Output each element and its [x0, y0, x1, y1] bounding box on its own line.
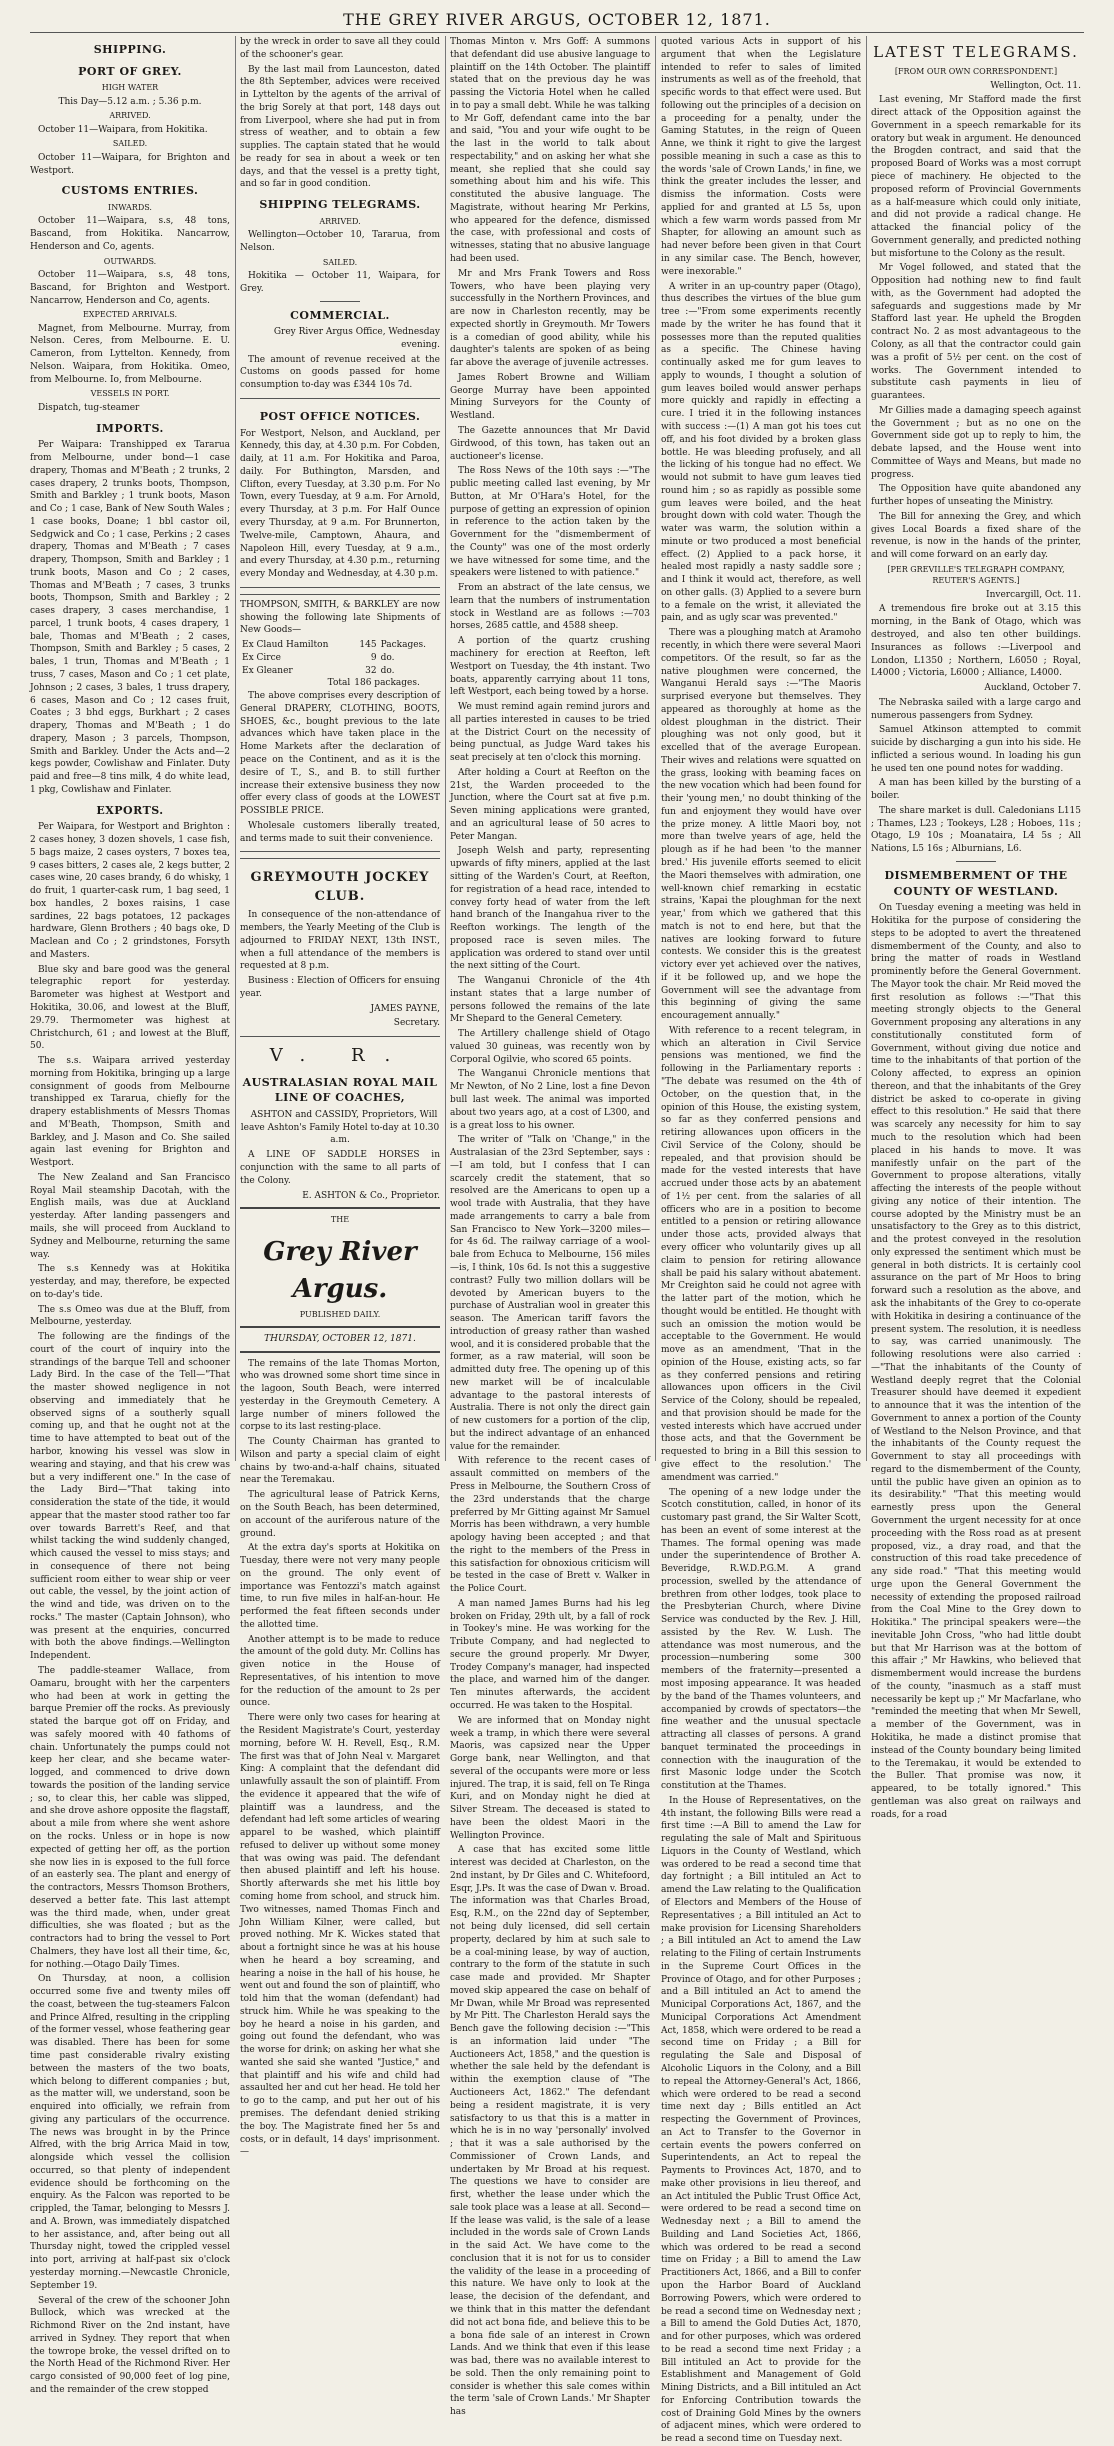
text: The Opposition have quite abandoned any further hopes of unseating the Ministry.: [871, 484, 1081, 508]
label: ARRIVED.: [319, 216, 361, 226]
ship-name: Ex Circe: [242, 652, 281, 663]
label: OUTWARDS.: [103, 256, 157, 266]
text: The opening of a new lodge under the Scotch constitution, called, in honor of its customary past grand, the Sir Walter Scott, has been an event of some interest at the Thames. The formal opening was made under the superintendence of Brother A. Beveridge, R.W.D.P.G.M. A grand procession, swelled by the attendance of brethren from other lodges, took place to the Presbyterian Church, where Divine Service was conducted by the Rev. J. Hill, assisted by the Rev. W. Lush. The attendance was most numerous, and the procession—numbering some 300 members of the fraternity—presented a most imposing appearance. It was headed by the band of the Thames volunteers, and accompanied by crowds of spectators—the fine weather and the unusual spectacle attracting all classes of persons. A grand banquet terminated the proceedings in connection with the inauguration of the first Masonic lodge under the Scotch constitution at the Thames.: [661, 1487, 861, 1792]
text: Grey River Argus Office, Wednesday evening.: [273, 327, 440, 350]
package-count: 145: [359, 640, 377, 651]
text: At the extra day's sports at Hokitika on Tuesday, there were not very many people on the ground. The only event of importance was Fentozzi's match against time, to run five miles in half-an-hour. He performed the feat fifteen seconds under the allotted time.: [240, 1543, 440, 1630]
dateline: Invercargill, Oct. 11.: [986, 589, 1081, 600]
column-2: [240, 36, 441, 2158]
masthead-title: THE GREY RIVER ARGUS, OCTOBER 12, 1871.: [343, 10, 771, 29]
text: After holding a Court at Reefton on the 21st, the Warden proceeded to the Junction, where the Court sat at five p.m. Seven mining applications were granted, and an agricultural lease of 50 acres to Peter Mangan.: [450, 767, 650, 842]
text: Several of the crew of the schooner John Bullock, which was wrecked at the Richmond River on the 2nd instant, have arrived in Sydney. They report that when the towrope broke, the vessel drifted on to the North Head of the Richmond River. Her cargo consisted of 90,000 feet of log pine, and the remainder of the crew stopped: [30, 2295, 230, 2395]
text: The paddle-steamer Wallace, from Oamaru, brought with her the carpenters who had been at work in getting the barque Premier off the rocks. As previously stated the barque got off on Friday, and was safely moored with 40 fathoms of chain. Unfortunately the pumps could not keep her clear, and she became water-logged, and commenced to drive down towards the position of the landing service ; so, to clear this, her cable was slipped, and she drove ashore opposite the flagstaff, about a mile from where she went ashore on the rocks. Unless or in hope is now expected of getting her off, as the portion she now lies in is exposed to the full force of an easterly sea. The plant and energy of the contractors, Messrs Thomson Brothers, deserved a better fate. This last attempt was the third made, when, under great difficulties, she was floated ; but as the contractors had to bring the vessel to Port Chalmers, they have lost all their time, &c, for nothing.—Otago Daily Times.: [30, 1666, 230, 1970]
text: PUBLISHED DAILY.: [299, 1310, 381, 1320]
text: October 11—Waipara, from Hokitika.: [38, 124, 208, 135]
text: In consequence of the non-attendance of members, the Yearly Meeting of the Club is adjourned to FRIDAY NEXT, 13th INST., when a full attendance of the members is requested at 8 p.m.: [240, 910, 440, 972]
text: Thomas Minton v. Mrs Goff: A summons that defendant did use abusive language to plaintiff on the 14th October. The plaintiff stated that on the previous day he was passing the Victoria Hotel when he called in to pay a small debt. While he was talking to Mr Goff, defendant came into the bar and said, "You and your wife ought to be the last in the world to talk about respectability," and on asking her what she meant, she replied that she could say something about him and his wife. This constituted the abusive language. The Magistrate, without hearing Mr Perkins, who appeared for the defence, dismissed the case, with professional and costs of witnesses, stating that no abusive language had been used.: [450, 37, 650, 265]
post-office-notices: [240, 398, 440, 588]
advert-heading: GREYMOUTH JOCKEY CLUB.: [250, 870, 430, 904]
label: ARRIVED.: [109, 111, 151, 121]
text: By the last mail from Launceston, dated the 8th September, advices were received in Lyttelton by the agents of the arrival of the brig Sorely at that port, 148 days out from Liverpool, where she had put in from stress of weather, and to obtain a few supplies. The captain stated that he would be ready for sea in about a week or ten days, and that the vessel is a pretty tight, and so far in good condition.: [240, 64, 440, 190]
advert-heading: AUSTRALASIAN ROYAL MAIL LINE OF COACHES,: [242, 1075, 438, 1105]
text: The s.s. Waipara arrived yesterday morning from Hokitika, bringing up a large consignment of goods from Melbourne transhipped ex Tararua, chiefly for the drapery establishments of Messrs Thomas and M'Beath, Thompson, Smith and Barkley, and J. Mason and Co. She sailed again last evening for Brighton and Westport.: [30, 1056, 230, 1169]
section-heading: SHIPPING TELEGRAMS.: [259, 198, 421, 212]
section-heading: DISMEMBERMENT OF THE COUNTY OF WESTLAND.: [884, 869, 1068, 898]
crown-monogram: V. R.: [269, 1045, 411, 1067]
column-3: [450, 36, 650, 2418]
text: The share market is dull. Caledonians L115 ; Thames, L23 ; Tookeys, L28 ; Hoboes, 11s ; Otago, L9 10s ; Moanataira, L4 5s ; All Nations, L5 16s ; Alburnians, L6.: [871, 805, 1081, 855]
section-heading: POST OFFICE NOTICES.: [259, 410, 421, 424]
text: The writer of "Talk on 'Change," in the Australasian of the 23rd September, says :—I am told, but I confess that I can scarcely credit the statement, that so resolved are the Americans to open up a wool trade with Australia, that they have made arrangements to carry a bale from San Francisco to New York—3200 miles—for 4s 6d. The railway carriage of a wool-bale from Echuca to Melbourne, 156 miles—is, I think, 10s 6d. Is not this a suggestive contrast? Fully two million dollars will be devoted by American buyers to the purchase of Australian wool in greater this season. The American tariff favors the introduction of greasy rather than washed wool, and it is considered probable that the former, as a raw material, will soon be admitted duty free. The opening up of this new market will be of incalculable advantage to the pastoral interests of Australia. There is not only the direct gain of new customers for a portion of the clip, but the indirect advantage of an enhanced value for the remainder.: [450, 1135, 650, 1452]
text: Wholesale customers liberally treated, and terms made to suit their convenience.: [240, 820, 440, 844]
label: SAILED.: [112, 139, 148, 149]
text: Samuel Atkinson attempted to commit suicide by discharging a gun into his side. He inflicted a serious wound. In loading his gun he used ten one pound notes for wadding.: [871, 725, 1081, 774]
total-value: 186 packages.: [354, 678, 420, 689]
ship-name: Ex Claud Hamilton: [242, 640, 329, 651]
text: A man has been killed by the bursting of a boiler.: [871, 778, 1081, 802]
text: Mr Gillies made a damaging speech against the Government ; but as no one on the Government side got up to reply to him, the debate lapsed, and the House went into Committee of Ways and Means, but made no progress.: [871, 405, 1081, 480]
text: The Wanganui Chronicle of the 4th instant states that a large number of persons followed the remains of the late Mr Shepard to the General Cemetery.: [450, 976, 650, 1025]
goods-row: [240, 639, 440, 652]
label: [PER GREVILLE'S TELEGRAPH COMPANY, REUTER'S AGENTS.]: [887, 564, 1065, 586]
text: We are informed that on Monday night week a tramp, in which there were several Maoris, was capsized near the Upper Gorge bank, near Wellington, and that several of the occupants were more or less injured. The trap, it is said, fell on Te Ringa Kuri, and on Monday night he died at Silver Stream. The deceased is stated to have been the oldest Maori in the Wellington Province.: [450, 1715, 650, 1841]
column-4: [661, 36, 861, 2445]
text: Per Waipara, for Westport and Brighton : 2 cases honey, 3 dozen shovels, 1 case fish, 5 bags maize, 2 cases oysters, 7 boxes tea, 9 cases bitters, 2 cases ale, 2 kegs butter, 2 cases wine, 20 cases brandy, 6 do whisky, 1 do fruit, 1 quarter-cask rum, 1 bag seed, 1 box handles, 2 boxes raisins, 1 case sardines, 22 bags potatoes, 12 packages hardware, Glenn Brothers ; 40 bags oke, D Maclean and Co ; 2 grindstones, Forsyth and Masters.: [30, 822, 230, 960]
text: The s.s Omeo was due at the Bluff, from Melbourne, yesterday.: [30, 1304, 230, 1328]
text: The following are the findings of the court of the court of inquiry into the strandings of the barque Tell and schooner Lady Bird. In the case of the Tell—"That the master showed negligence in not observing and immediately that he observed signs of a southerly squall coming up, and that he ought not at the time to have attempted to beat out of the harbor, knowing his vessel was slow in wearing and staying, and that his crew was but a very indifferent one." In the case of the Lady Bird—"That taking into consideration the state of the tide, it would appear that the master stood rather too far over towards Barrett's Reef, and that whilst tacking the wind suddenly changed, which caused the vessel to miss stays; and in consequence of there not being sufficient room either to wear ship or veer out cable, the vessel, by the joint action of the wind and tide, was driven on to the rocks." The master (Captain Johnson), who was present at the enquiries, concurred with both the above findings.—Wellington Independent.: [30, 1332, 230, 1662]
text: Dispatch, tug-steamer: [38, 402, 140, 413]
text: Magnet, from Melbourne. Murray, from Nelson. Ceres, from Melbourne. E. U. Cameron, from Lyttelton. Kennedy, from Nelson. Waipara, from Hokitika. Omeo, from Melbourne. Io, from Melbourne.: [30, 323, 230, 385]
text: A portion of the quartz crushing machinery for erection at Reefton, left Westport on Tuesday, the 4th instant. Two boats, apparently carrying about 11 tons, left Westport, each being towed by a horse.: [450, 636, 650, 698]
text: The New Zealand and San Francisco Royal Mail steamship Dacotah, with the English mails, was due at Auckland yesterday. After landing passengers and mails, she will proceed from Auckland to Sydney and Melbourne, returning the same way.: [30, 1172, 230, 1260]
text: We must remind again remind jurors and all parties interested in causes to be tried at the District Court on the necessity of being punctual, as Judge Ward takes his seat precisely at ten o'clock this morning.: [450, 702, 650, 764]
text: Secretary.: [393, 1018, 440, 1029]
text: Wellington—October 10, Tararua, from Nelson.: [240, 230, 440, 253]
text: E. ASHTON & Co., Proprietor.: [302, 1190, 440, 1201]
text: Joseph Welsh and party, representing upwards of fifty miners, applied at the last sitting of the Warden's Court, at Reefton, for registration of a head race, intended to convey forty head of water from the left hand branch of the Inangahua river to the Reefton workings. The length of the proposed race is seven miles. The application was ordered to stand over until the next sitting of the Court.: [450, 846, 650, 972]
section-heading: COMMERCIAL.: [290, 308, 390, 322]
text: Hokitika — October 11, Waipara, for Grey.: [240, 271, 440, 294]
text: ASHTON and CASSIDY, Proprietors, Will leave Ashton's Family Hotel to-day at 10.30 a.m.: [240, 1109, 440, 1146]
advert-thompson-smith-barkley: [240, 594, 440, 853]
goods-table: [240, 639, 440, 690]
text: October 11—Waipara, s.s, 48 tons, Bascand, for Brighton and Westport. Nancarrow, Henderson and Co, agents.: [30, 269, 230, 306]
text: The amount of revenue received at the Customs on goods passed for home consumption to-day was £344 10s 7d.: [240, 354, 440, 391]
text: THOMPSON, SMITH, & BARKLEY are now showing the following late Shipments of New Goods—: [240, 599, 440, 636]
text: quoted various Acts in support of his argument that when the Legislature intended to refer to sales of limited instruments as well as of the freehold, that specific words to that effect were used. But following out the principles of a decision on a proceeding for a penalty, under the Gaming Statutes, in the reign of Queen Anne, we think it right to give the largest possible meaning in such a case as this to the words 'sale of Crown Lands,' in fine, we think the greater includes the lesser, and dismiss the information. Costs were applied for and granted at L5 5s, upon which a few warm words passed from Mr Shapter, for allowing an amount such as had never before been given in that Court in any similar case. The Bench, however, were inexorable.": [661, 37, 861, 277]
goods-row: [240, 652, 440, 665]
text: The Nebraska sailed with a large cargo and numerous passengers from Sydney.: [871, 697, 1081, 721]
text: There was a ploughing match at Aramoho recently, in which there were several Maori competitors. Of the result, so far as the native ploughmen were concerned, the Wanganui Herald says :—"The Maoris surprised everyone but themselves. They appeared as thoroughly at home as the oldest ploughman in the district. Their ploughing was not only good, but it excelled that of the average European. Their wives and relations were squatted on the grass, looking with beaming faces on the new vocation which had been found for their 'young men,' no doubt thinking of the fun and enjoyment they would have over the prize money. A little Maori boy, not more than twelve years of age, held the plough as if he had been 'to the manner bred.' His juvenile efforts seemed to elicit the Maori themselves with admiration, one well-known chief remarking in ecstatic strains, 'Kapai the ploughman for the next year,' from which we gathered that this match is not to end here, but that the natives are looking forward to future contests. We consider this is the greatest victory ever yet achieved over the natives, if it be followed up, and we hope the Government will see the advantage from this beginning of giving the same encouragement annually.": [661, 628, 861, 1022]
sub-heading: IMPORTS.: [96, 421, 164, 435]
column-1: [30, 36, 230, 2395]
sub-heading: EXPORTS.: [96, 803, 164, 817]
text: In the House of Representatives, on the 4th instant, the following Bills were read a first time :—A Bill to amend the Law for regulating the sale of Malt and Spirituous Liquors in the County of Westland, which was ordered to be read a second time that day fortnight ; a Bill intituled an Act to amend the Law relating to the Qualification of Electors and Members of the House of Representatives ; a Bill intituled an Act to make provision for Licensing Shareholders ; a Bill intituled an Act to amend the Law relating to the Filing of certain Instruments in the Supreme Court Offices in the Province of Otago, and for other Purposes ; and a Bill intituled an Act to amend the Municipal Corporations Act, 1867, and the Municipal Corporations Act Amendment Act, 1858, which were ordered to be read a second time on Friday ; a Bill for regulating the Sale and Disposal of Alcoholic Liquors in the Colony, and a Bill to repeal the Attorney-General's Act, 1866, which were ordered to be read a second time next day ; Bills entitled an Act respecting the Government of Provinces, an Act to Transfer to the Governor in certain events the powers conferred on Superintendents, an Act to repeal the Payments to Provinces Act, 1870, and to make other provisions in lieu thereof, and an Act intituled the Public Trust Office Act, were ordered to be read a second time on Wednesday next ; a Bill to amend the Building and Land Societies Act, 1866, which was ordered to be read a second time on Friday ; a Bill to amend the Law Practitioners Act, 1866, and a Bill to confer upon the Harbor Board of Auckland Borrowing Powers, which were ordered to be read a second time on Wednesday next ; a Bill to amend the Gold Duties Act, 1870, and for other purposes, which was ordered to be read a second time next Friday ; a Bill intituled an Act to provide for the Establishment and Management of Gold Mining Districts, and a Bill intituled an Act for Enforcing Contribution towards the cost of Draining Gold Mines by the owners of adjacent mines, which were ordered to be read a second time on Tuesday next.: [661, 1795, 861, 2445]
text: This Day—5.12 a.m. ; 5.36 p.m.: [58, 96, 202, 107]
text: The Artillery challenge shield of Otago valued 30 guineas, was recently won by Corporal Ogilvie, who scored 65 points.: [450, 1029, 650, 1065]
text: JAMES PAYNE,: [370, 1003, 440, 1014]
unit: Packages.: [380, 640, 427, 651]
text: The agricultural lease of Patrick Kerns, on the South Beach, has been determined, on account of the auriferous nature of the ground.: [240, 1490, 440, 1539]
label: [FROM OUR OWN CORRESPONDENT.]: [894, 67, 1058, 77]
text: The Wanganui Chronicle mentions that Mr Newton, of No 2 Line, lost a fine Devon bull last week. The animal was imported about two years ago, at a cost of L300, and is a great loss to his owner.: [450, 1069, 650, 1131]
text: October 11—Waipara, s.s, 48 tons, Bascand, from Hokitika. Nancarrow, Henderson and Co, agents.: [30, 216, 230, 252]
text: A man named James Burns had his leg broken on Friday, 29th ult, by a fall of rock in Tookey's mine. He was working for the Tribute Company, and had neglected to secure the ground properly. Mr Dwyer, Trodey Company's manager, had inspected the place, and warned him of the danger. Ten minutes afterwards, the accident occurred. He was taken to the Hospital.: [450, 1598, 650, 1711]
text: Mr Vogel followed, and stated that the Opposition had nothing new to find fault with, as the Government had adopted the safeguards and suggestions made by Mr Stafford last year. He upheld the Brogden contract No. 2 as most advantageous to the Colony, as all that the contractor could gain was a profit of 5½ per cent. on the cost of works. The Government intended to substitute cash payments in lieu of guarantees.: [871, 263, 1081, 402]
text: The s.s Kennedy was at Hokitika yesterday, and may, therefore, be expected on to-day's tide.: [30, 1264, 230, 1300]
dateline: Wellington, Oct. 11.: [990, 80, 1081, 91]
text: by the wreck in order to save all they could of the schooner's gear.: [240, 37, 440, 60]
sub-heading: CUSTOMS ENTRIES.: [61, 184, 199, 198]
text: With reference to a recent telegram, in which an alteration in Civil Service pensions was mentioned, we find the following in the Parliamentary reports : "The debate was resumed on the 4th of October, on the question that, in the opinion of this House, the existing system, so far as they conferred pensions and retiring allowances upon officers in the Civil Service of the Colony, should be repealed, and that provision should be made for the vested interests that have accrued under those acts by an abatement of 1½ per cent. from the salaries of all officers who are in a position to become entitled to a pension or retiring allowance under those acts, provided always that every officer who voluntarily gives up all claim to pension for retiring allowance shall be paid his salary without abatement. Mr Creighton said he could not agree with the latter part of the motion, which he thought would be entitled. He thought with such an omission the motion would be acceptable to the Government. He would move as an amendment, 'That in the opinion of the House, existing acts, so far as they conferred pensions and retiring allowances upon officers in the Civil Service of the Colony, should be repealed, and that provision should be made for the vested interests which have accrued under those acts, and that the Government be requested to bring in a Bill this session to give effect to the resolution.' The amendment was carried.": [661, 1025, 861, 1483]
text: James Robert Browne and William George Murray have been appointed Mining Surveyors for the County of Westland.: [450, 372, 650, 422]
text: The Bill for annexing the Grey, and which gives Local Boards a fixed share of the revenue, is now in the hands of the printer, and will come forward on an early day.: [871, 511, 1081, 561]
columns: [30, 36, 1084, 2445]
text: There were only two cases for hearing at the Resident Magistrate's Court, yesterday morning, before W. H. Revell, Esq., R.M. The first was that of John Neal v. Margaret King: A complaint that the defendant did unlawfully assault the son of plaintiff. From the evidence it appeared that the wife of plaintiff was a laundress, and the defendant had left some articles of wearing apparel to be washed, which plaintiff refused to deliver up without some money that was owing was paid. The defendant then abused plaintiff and left his house. Shortly afterwards she met his little boy coming home from school, and struck him. Two witnesses, named Thomas Finch and John William Kilner, were called, but proved nothing. Mr K. Wickes stated that about a fortnight since he was at his house when he heard a boy screaming, and hearing a noise in the hall of his house, he went out and found the son of plaintiff, who told him that the woman (defendant) had struck him. While he was speaking to the boy he heard a noise in his garden, and going out found the defendant, who was the worse for drink; on asking her what she wanted she said she wanted "Justice," and that plaintiff and his wife and child had assaulted her and cut her head. He told her to go to the camp, and put her out of his premises. The defendant denied striking the boy. The Magistrate fined her 5s and costs, or in default, 14 days' imprisonment.—: [240, 1713, 441, 2158]
dateline: Auckland, October 7.: [984, 683, 1081, 694]
text: Another attempt is to be made to reduce the amount of the gold duty. Mr. Collins has given notice in the House of Representatives, of his intention to move for the reduction of the amount to 2s per ounce.: [240, 1634, 440, 1709]
ship-name: Ex Gleaner: [242, 665, 293, 676]
label: HIGH WATER: [101, 83, 159, 93]
text: On Tuesday evening a meeting was held in Hokitika for the purpose of considering the steps to be adopted to avert the threatened dismemberment of the County, and also to bring the matter of roads in Westland prominently before the General Government. The Mayor took the chair. Mr Reid moved the first resolution as follows :—"That this meeting strongly objects to the General Government proposing any alterations in any constitutionally constituted form of Government, without giving due notice and time to the inhabitants of that portion of the Colony affected, to express an opinion thereon, and that the inhabitants of the Grey district be asked to co-operate in giving effect to this resolution." He said that there was scarcely any necessity for him to say much to the resolution which had been placed in his hands to move. It was manifestly unfair on the part of the Government to propose alterations, vitally affecting the interests of the people without giving any notice of their intention. The course adopted by the Ministry must be an unsatisfactory to the Grey as to this district, and the protest conveyed in the resolution only expressed the sentiment which must be general in both districts. It is certainly cool assurance on the part of Mr Hoos to bring forward such a resolution as the above, and ask the inhabitants of the Grey to co-operate with Hokitika in desiring a continuance of the present system. The resolution, it is needless to say, was carried unanimously. The following resolutions were also carried :—"That the inhabitants of the County of Westland deeply regret that the Colonial Treasurer should have deemed it expedient to announce that it was the intention of the Government to annex a portion of the County of Westland to the Nelson Province, and that the inhabitants of the County request the Government to stay all proceedings with regard to the dismemberment of the County, until the public have given an opinion as to its desirability." "That this meeting would earnestly press upon the General Government the urgent necessity for at once proceeding with the Ross road as at present proposed, viz., a dray road, and that the construction of this road take precedence of any side road." "That this meeting would urge upon the General Government the necessity of extending the proposed railroad from the Coal Mine to the Grey down to Hokitika." The principal speakers were—the inevitable John Cross, "who had little doubt but that Mr Harrison was at the bottom of this affair ;" Mr Hawkins, who believed that dismemberment would increase the burdens of the county, "inasmuch as a staff must necessarily be kept up ;" Mr Macfarlane, who "reminded the meeting that when Mr Sewell, a member of the Government, was in Hokitika, he made a distinct promise that instead of the County boundary being limited to the Teremakau, it would be extended to the Buller. That promise was now, it appeared, to be totally ignored." This gentleman was also great on railways and roads, for a road: [871, 903, 1081, 1820]
text: A LINE OF SADDLE HORSES in conjunction with the same to all parts of the Colony.: [240, 1150, 440, 1186]
package-count: 9: [370, 652, 377, 663]
section-heading: SHIPPING.: [93, 43, 167, 56]
text: The Gazette announces that Mr David Girdwood, of this town, has taken out an auctioneer's license.: [450, 425, 650, 462]
text: A tremendous fire broke out at 3.15 this morning, in the Bank of Otago, which was destroyed, and also ten other buildings. Insurances as follows :—Liverpool and London, L1350 ; Northern, L6050 ; Royal, L4000 ; Victoria, L6000 ; Alliance, L4000.: [871, 604, 1081, 679]
text: For Westport, Nelson, and Auckland, per Kennedy, this day, at 4.30 p.m. For Cobden, daily, at 11 a.m. For Hokitika and Paroa, daily. For Buthington, Marsden, and Clifton, every Tuesday, at 3.30 p.m. For No Town, every Tuesday, at 9 a.m. For Arnold, every Thursday, at 3 p.m. For Half Ounce every Thursday, at 9 a.m. For Brunnerton, Twelve-mile, Camptown, Ahaura, and Napoleon Hill, every Tuesday, at 9 a.m., and every Thursday, at 4.30 p.m., returning every Monday and Wednesday, at 4.30 p.m.: [240, 428, 440, 580]
issue-date: THURSDAY, OCTOBER 12, 1871.: [264, 1333, 416, 1344]
text: Mr and Mrs Frank Towers and Ross Towers, who have been playing very successfully in the Northern Provinces, and are now in Charleston recently, may be expected shortly in Greymouth. Mr Towers is a comedian of good ability, while his daughter's talents are spoken of as being far above the average of juvenile actresses.: [450, 268, 650, 369]
paper-title: Grey River Argus.: [263, 1236, 417, 1304]
package-count: 32: [365, 665, 377, 676]
text: A writer in an up-country paper (Otago), thus describes the virtues of the blue gum tree :—"From some experiments recently made by the writer he has found that it possesses more than the reputed qualities as a specific. The Chinese having continually asked me for gum leaves to apply to wounds, I thought a solution of gum leaves boiled would answer perhaps more quickly and rapidly in effecting a cure. I tried it in the following instances with success :—(1) A man got his toes cut off, and his foot divided by a broken glass bottle. He was bleeding profusely, and all the licking of his tongue had no effect. We would not submit to have gum leaves tied round him ; so as rapidly as possible some gum leaves were boiled, and the heat brought down with cold water. Though the water was warm, the solution within a minute or two produced a most beneficial effect. (2) Applied to a pack horse, it healed most rapidly a nasty saddle sore ; and I think it would act, therefore, as well on other galls. (3) Applied to a severe burn to a female on the wrist, it alleviated the pain, and as ugly scar was prevented.": [661, 281, 861, 624]
label: EXPECTED ARRIVALS.: [82, 310, 178, 320]
total-label: Total: [327, 678, 351, 689]
label: VESSELS IN PORT.: [90, 389, 170, 399]
sub-heading: PORT OF GREY.: [78, 64, 182, 78]
text: A case that has excited some little interest was decided at Charleston, on the 2nd instant, by Dr Giles and C. Whitefoord, Esqr, J.Ps. It was the case of Dwan v. Broad. The information was that Charles Broad, Esq, R.M., on the 22nd day of September, not being duly licensed, did sell certain property, declared by him at such sale to be a coal-mining lease, by way of auction, contrary to the form of the statute in such case made and provided. Mr Shapter moved skip appeared the case on behalf of Mr Dwan, while Mr Broad was represented by Mr Pitt. The Charleston Herald says the Bench gave the following decision :—"This is an information laid under "The Auctioneers Act, 1858," and the question is whether the sale held by the defendant is within the exemption clause of "The Auctioneers Act, 1862." The defendant being a resident magistrate, it is very satisfactory to us that this is a matter in which he is in no way 'personally' involved ; that it was a sale authorised by the Commissioner of Crown Lands, and undertaken by Mr Broad at his request. The questions we have to consider are first, whether the lease under which the sale took place was a lease at all. Second—If the lease was valid, is the sale of a lease included in the words sale of Crown Lands in the said Act. We have come to the conclusion that it is not for us to consider the validity of the lease in a proceeding of this nature. We have only to look at the lease, the decision of the defendant, and we think that in this matter the defendant did not act bona fide, and believe this to be a bona fide sale of an interest in Crown Lands. And we think that even if this lease was bad, there was no available interest to be sold. Then the only remaining point to consider is whether this sale comes within the term 'sale of Crown Lands.' Mr Shapter has: [450, 1845, 650, 2418]
unit: do.: [380, 665, 395, 676]
text: October 11—Waipara, for Brighton and Westport.: [30, 152, 230, 176]
text: Business : Election of Officers for ensuing year.: [240, 976, 440, 999]
section-heading: LATEST TELEGRAMS.: [873, 43, 1079, 61]
text: With reference to the recent cases of assault committed on members of the Press in Melbourne, the Southern Cross of the 23rd understands that the charge preferred by Mr Gitting against Mr Samuel Morris has been withdrawn, a very humble apology having been accepted ; and that the right to the members of the Press in this satisfaction for obnoxious criticism will be tested in the case of Brett v. Walker in the Police Court.: [450, 1456, 650, 1595]
text: Last evening, Mr Stafford made the first direct attack of the Opposition against the Government in a speech remarkable for its oratory but weak in argument. He denounced the Brogden contract, and said that the proposed Board of Works was a most corrupt piece of machinery. He objected to the proposed reform of Provincial Governments as a half-measure which could only initiate, and did not provide a radical change. He attacked the financial policy of the Government generally, and predicted nothing but misfortune to the Colony as the result.: [871, 95, 1081, 259]
label: SAILED.: [322, 257, 358, 267]
text: THE: [330, 1215, 350, 1225]
text: The above comprises every description of General DRAPERY, CLOTHING, BOOTS, SHOES, &c., bought previous to the late advances which have taken place in the Home Markets after the declaration of peace on the Continent, and as it is the desire of T., S., and B. to still further increase their extensive business they now offer every class of goods at the LOWEST POSSIBLE PRICE.: [240, 691, 440, 817]
text: The Ross News of the 10th says :—"The public meeting called last evening, by Mr Button, at Mr O'Hara's Hotel, for the purpose of getting an expression of opinion in reference to the action taken by the Government for the "dismemberment of the County" was one of the most orderly we have witnessed for some time, and the speakers were listened to with patience.": [450, 466, 650, 579]
text: From an abstract of the late census, we learn that the numbers of instrumentation stock in Westland are as follows :—703 horses, 2685 cattle, and 4588 sheep.: [450, 583, 650, 632]
goods-row: [240, 665, 440, 678]
label: INWARDS.: [108, 202, 152, 212]
text: Blue sky and bare good was the general telegraphic report for yesterday. Barometer was highest at Westport and Hokitika, 30.06, and lowest at the Bluff, 29.79. Thermometer was highest at Christchurch, 61 ; and lowest at the Bluff, 50.: [30, 964, 230, 1052]
advert-jockey-club: [240, 858, 440, 1037]
text: Per Waipara: Transhipped ex Tararua from Melbourne, under bond—1 case drapery, Thomas and M'Beath ; 2 trunks, 2 cases drapery, 2 trunks boots, Thompson, Smith and Barkley ; 1 trunk boots, Mason and Co ; 1 case, Bank of New South Wales ; 1 case books, Doane; 1 bbl castor oil, Sedgwick and Co ; 1 case, Perkins ; 2 cases drapery, Thomas and M'Beath ; 7 cases drapery, Thompson, Smith and Barkley ; 1 trunk boots, Mason and Co ; 2 cases, Thomas and M'Beath ; 7 cases, 3 trunks boots, Thompson, Smith and Barkley ; 2 cases drapery, 3 cases merchandise, 1 parcel, 1 trunk boots, 4 cases drapery, 1 bale, Thomas and M'Beath ; 2 cases, Thompson, Smith and Barkley ; 5 cases, 2 bales, 1 trun, Thomas and M'Beath ; 1 truss, 7 cases, Mason and Co ; 1 cet plate, Johnson ; 2 cases, 3 bales, 1 truss drapery, 6 cases, Mason and Co ; 12 cases fruit, Coates ; 3 bhd eggs, Burkhart ; 2 cases drapery, Thomas and M'Beath ; 1 do drapery, Mason ; 3 parcels, Thompson, Smith and Barkley. Under the Acts and—2 kegs powder, Cowlishaw and Finlater. Duty paid and free—8 tins milk, 4 do white lead, 1 pkg, Cowlishaw and Finlater.: [30, 440, 230, 795]
text: The remains of the late Thomas Morton, who was drowned some short time since in the lagoon, South Beach, were interred yesterday in the Greymouth Cemetery. A large number of miners followed the corpse to its last resting-place.: [240, 1358, 440, 1433]
text: The County Chairman has granted to Wilson and party a special claim of eight chains by two-and-a-half chains, situated near the Teremakau.: [240, 1437, 440, 1486]
text: On Thursday, at noon, a collision occurred some five and twenty miles off the coast, between the tug-steamers Falcon and Prince Alfred, resulting in the crippling of the former vessel, whose feathering gear was disabled. There has been for some time past considerable rivalry existing between the masters of the two boats, which belong to different companies ; but, as the matter will, we understand, soon be enquired into officially, we refrain from giving any particulars of the occurrence. The news was brought in by the Prince Alfred, with the brig Arrica Maid in tow, alongside which vessel the collision occurred, so that plenty of independent evidence should be forthcoming on the enquiry. As the Falcon was reported to be crippled, the Tamar, belonging to Messrs J. and A. Brown, was immediately dispatched to her assistance, and, after being out all Thursday night, towed the crippled vessel into port, arriving at half-past six o'clock yesterday morning.—Newcastle Chronicle, September 19.: [30, 1974, 230, 2291]
column-5: [871, 36, 1081, 1820]
masthead: [30, 6, 1084, 33]
unit: do.: [380, 652, 395, 663]
